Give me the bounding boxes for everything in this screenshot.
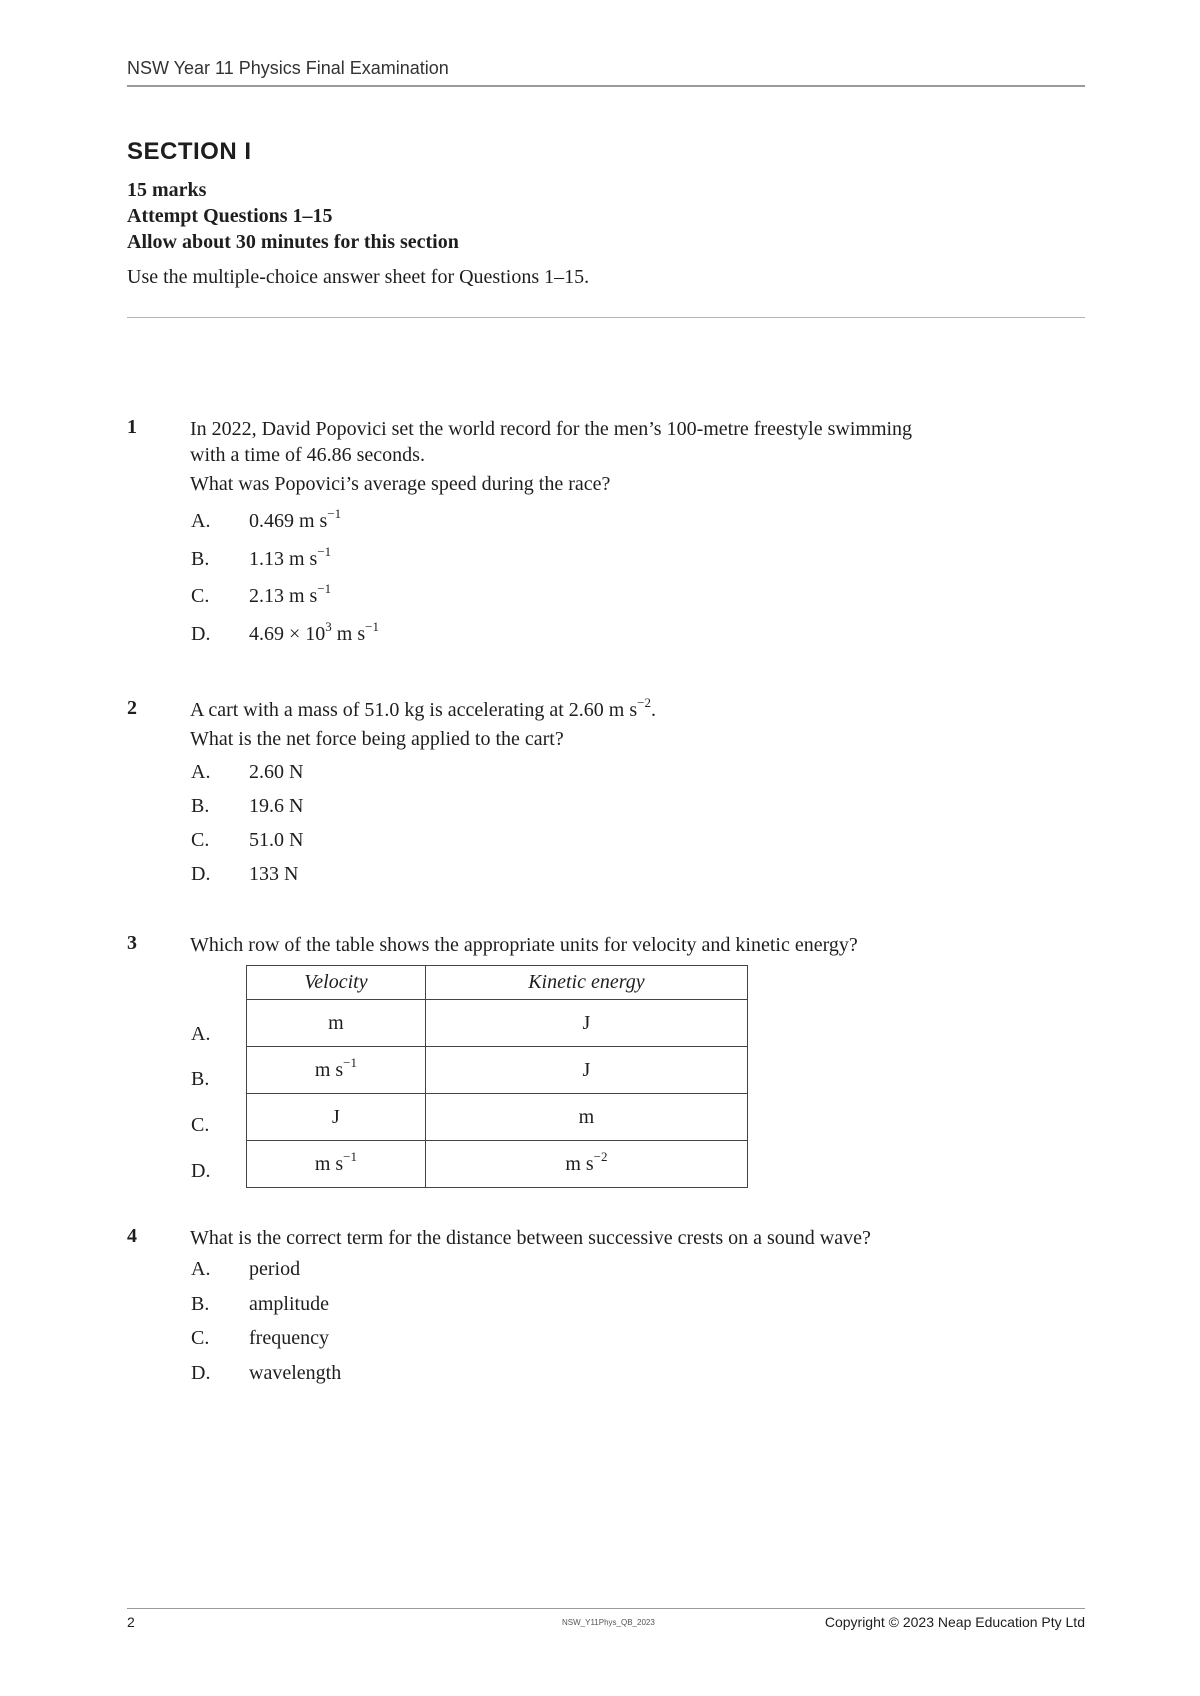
table-row [247, 1141, 748, 1188]
question-2-option-c: 51.0 N [249, 829, 304, 851]
question-4-option-b-letter: B. [191, 1293, 210, 1315]
question-1-option-a-letter: A. [191, 510, 211, 532]
row-b-energy: J [425, 1047, 747, 1094]
question-2-option-b-letter: B. [191, 795, 210, 817]
question-3-option-c-letter: C. [191, 1114, 210, 1136]
question-4-option-c: frequency [249, 1327, 329, 1349]
question-3-option-d-letter: D. [191, 1160, 211, 1182]
row-c-energy: m [425, 1094, 747, 1141]
question-4-option-a: period [249, 1258, 301, 1280]
question-1-option-b: 1.13 m $s^{-1}$ [249, 544, 332, 570]
footer-rule [127, 1608, 1085, 1609]
question-1-option-d: $4.69 \times 10^3$ m $s^{-1}$ [249, 619, 379, 645]
question-2-option-c-letter: C. [191, 829, 210, 851]
row-d-velocity: m $s^{-1}$ [247, 1141, 426, 1188]
question-4-option-a-letter: A. [191, 1258, 211, 1280]
question-1-option-c: 2.13 m $s^{-1}$ [249, 581, 332, 607]
question-2-line-2: What is the net force being applied to the cart? [190, 728, 564, 750]
question-4-number: 4 [127, 1225, 137, 1247]
question-3-option-b-letter: B. [191, 1068, 210, 1090]
question-2-number: 2 [127, 697, 137, 719]
question-1-option-a: 0.469 m $s^{-1}$ [249, 506, 342, 532]
question-4-option-d: wavelength [249, 1362, 342, 1384]
question-4-option-d-letter: D. [191, 1362, 211, 1384]
question-3-text: Which row of the table shows the appropriate units for velocity and kinetic energy? [190, 934, 858, 956]
row-b-velocity: m $s^{-1}$ [247, 1047, 426, 1094]
question-4-text: What is the correct term for the distance between successive crests on a sound wave? [190, 1227, 871, 1249]
section-rule [127, 317, 1085, 318]
question-3-number: 3 [127, 932, 137, 954]
question-2-line-1: A cart with a mass of 51.0 kg is accelerating at 2.60 m $s^{-2}$. [190, 695, 656, 721]
units-table-header [247, 966, 748, 1000]
row-d-energy: m $s^{-2}$ [425, 1141, 747, 1188]
question-2-option-d: 133 N [249, 863, 299, 885]
page-number: 2 [127, 1614, 135, 1630]
question-1-option-b-letter: B. [191, 548, 210, 570]
row-c-velocity: J [247, 1094, 426, 1141]
section-time: Allow about 30 minutes for this section [127, 231, 459, 253]
row-a-energy: J [425, 1000, 747, 1047]
header-kinetic-energy: Kinetic energy [425, 966, 747, 1000]
question-2-option-b: 19.6 N [249, 795, 304, 817]
section-title: SECTION I [127, 138, 252, 165]
header-title: NSW Year 11 Physics Final Examination [127, 58, 449, 78]
section-marks: 15 marks [127, 179, 207, 201]
question-3-option-a-letter: A. [191, 1023, 211, 1045]
question-4-option-c-letter: C. [191, 1327, 210, 1349]
question-1-option-d-letter: D. [191, 623, 211, 645]
copyright: Copyright © 2023 Neap Education Pty Ltd [824, 1614, 1085, 1630]
question-2-text [190, 697, 1070, 752]
table-row [247, 1000, 748, 1047]
question-2-option-a-letter: A. [191, 761, 211, 783]
question-1-option-c-letter: C. [191, 585, 210, 607]
section-attempt: Attempt Questions 1–15 [127, 205, 333, 227]
question-1-line-2: with a time of 46.86 seconds. [190, 444, 425, 466]
section-instruction: Use the multiple-choice answer sheet for Questions 1–15. [127, 266, 590, 288]
units-table [246, 965, 748, 1188]
question-2-option-d-letter: D. [191, 863, 211, 885]
question-1-line-3: What was Popovici’s average speed during the race? [190, 473, 611, 495]
row-a-velocity: m [247, 1000, 426, 1047]
question-1-text [190, 416, 1070, 497]
question-2-option-a: 2.60 N [249, 761, 304, 783]
question-4-option-b: amplitude [249, 1293, 329, 1315]
question-1-line-1: In 2022, David Popovici set the world record for the men’s 100-metre freestyle swimming [190, 418, 913, 440]
document-code: NSW_Y11Phys_QB_2023 [562, 1618, 655, 1627]
table-row [247, 1047, 748, 1094]
header-velocity: Velocity [247, 966, 426, 1000]
question-1-number: 1 [127, 416, 137, 438]
table-row [247, 1094, 748, 1141]
header-rule [127, 85, 1085, 87]
